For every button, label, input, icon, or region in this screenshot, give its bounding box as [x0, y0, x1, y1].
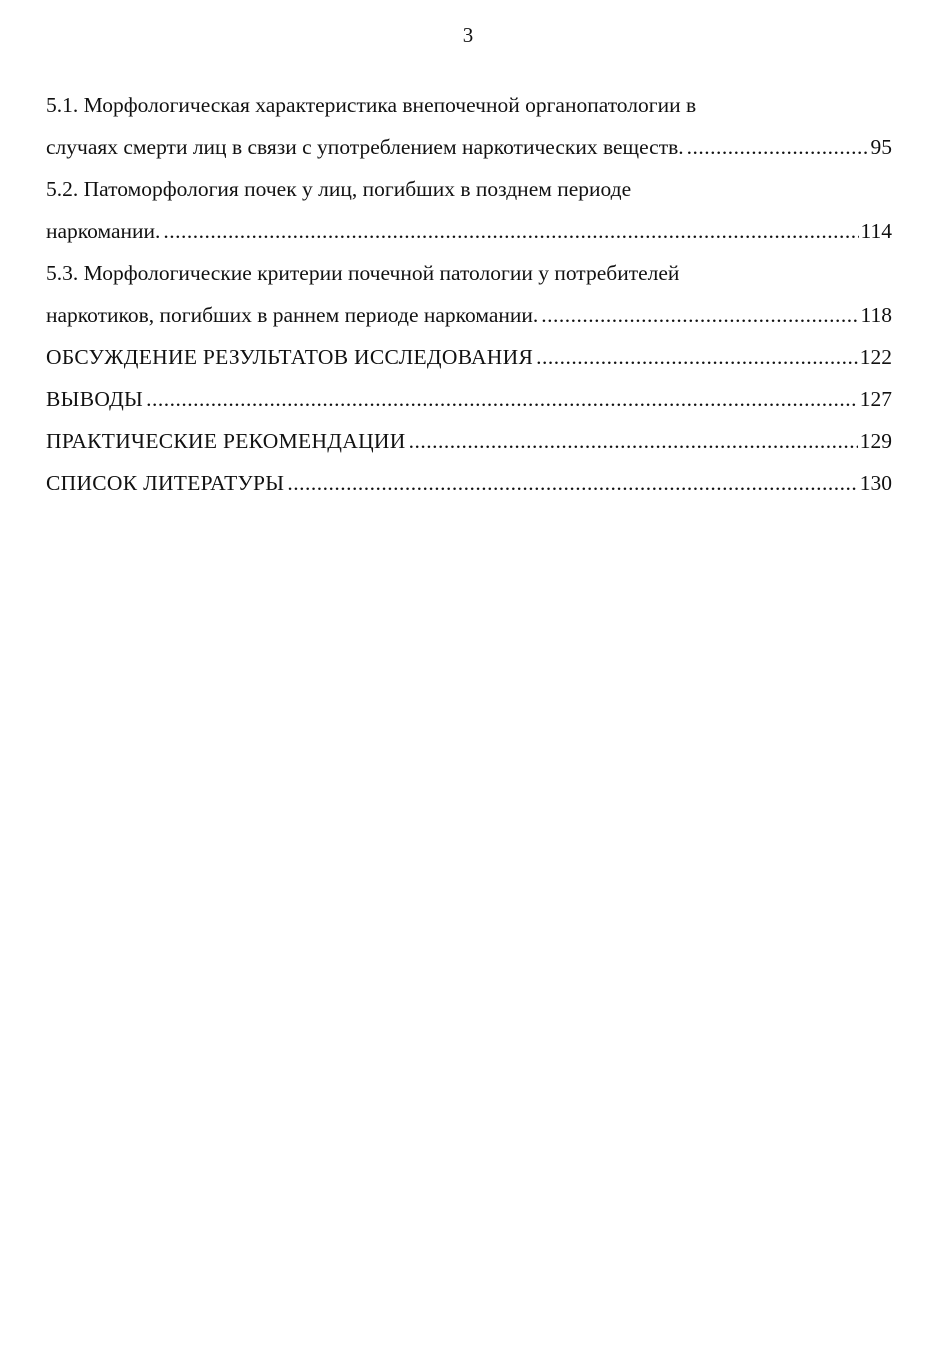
toc-entry-5-3-line-2[interactable] [46, 294, 892, 336]
toc-entry-title: ВЫВОДЫ [46, 387, 144, 411]
toc-page-number: 127 [859, 387, 892, 411]
toc-entry-title: ПРАКТИЧЕСКИЕ РЕКОМЕНДАЦИИ [46, 429, 406, 453]
toc-entry-title-continued: наркотиков, погибших в раннем периоде наркомании. [46, 303, 539, 327]
toc-page-number: 114 [860, 219, 892, 243]
toc-entry-references[interactable] [46, 462, 892, 504]
toc-page-number: 118 [860, 303, 892, 327]
toc-entry-5-1-line-1 [46, 84, 892, 126]
toc-page-number: 95 [870, 135, 892, 159]
toc-entry-title: 5.1. Морфологическая характеристика внепочечной органопатологии в [46, 93, 697, 117]
toc-entry-title: 5.2. Патоморфология почек у лиц, погибших в позднем периоде [46, 177, 632, 201]
toc-page-number: 122 [859, 345, 892, 369]
toc-entry-5-3-line-1 [46, 252, 892, 294]
dot-leader [287, 462, 857, 504]
dot-leader [163, 210, 858, 252]
toc-entry-title-continued: наркомании. [46, 219, 161, 243]
dot-leader [409, 420, 858, 462]
toc-entry-5-2-line-1 [46, 168, 892, 210]
toc-page-number: 130 [859, 471, 892, 495]
toc-entry-conclusions[interactable] [46, 378, 892, 420]
toc-entry-title-continued: случаях смерти лиц в связи с употреблением наркотических веществ. [46, 135, 684, 159]
toc-entry-recommendations[interactable] [46, 420, 892, 462]
dot-leader [536, 336, 858, 378]
toc-entry-5-1-line-2[interactable] [46, 126, 892, 168]
dot-leader [541, 294, 858, 336]
toc-entry-title: 5.3. Морфологические критерии почечной патологии у потребителей [46, 261, 680, 285]
dot-leader [146, 378, 858, 420]
dot-leader [687, 126, 869, 168]
table-of-contents [46, 84, 892, 504]
toc-page-number: 129 [859, 429, 892, 453]
toc-entry-title: СПИСОК ЛИТЕРАТУРЫ [46, 471, 285, 495]
page-number: 3 [462, 23, 474, 47]
toc-entry-5-2-line-2[interactable] [46, 210, 892, 252]
toc-entry-discussion[interactable] [46, 336, 892, 378]
toc-entry-title: ОБСУЖДЕНИЕ РЕЗУЛЬТАТОВ ИССЛЕДОВАНИЯ [46, 345, 534, 369]
